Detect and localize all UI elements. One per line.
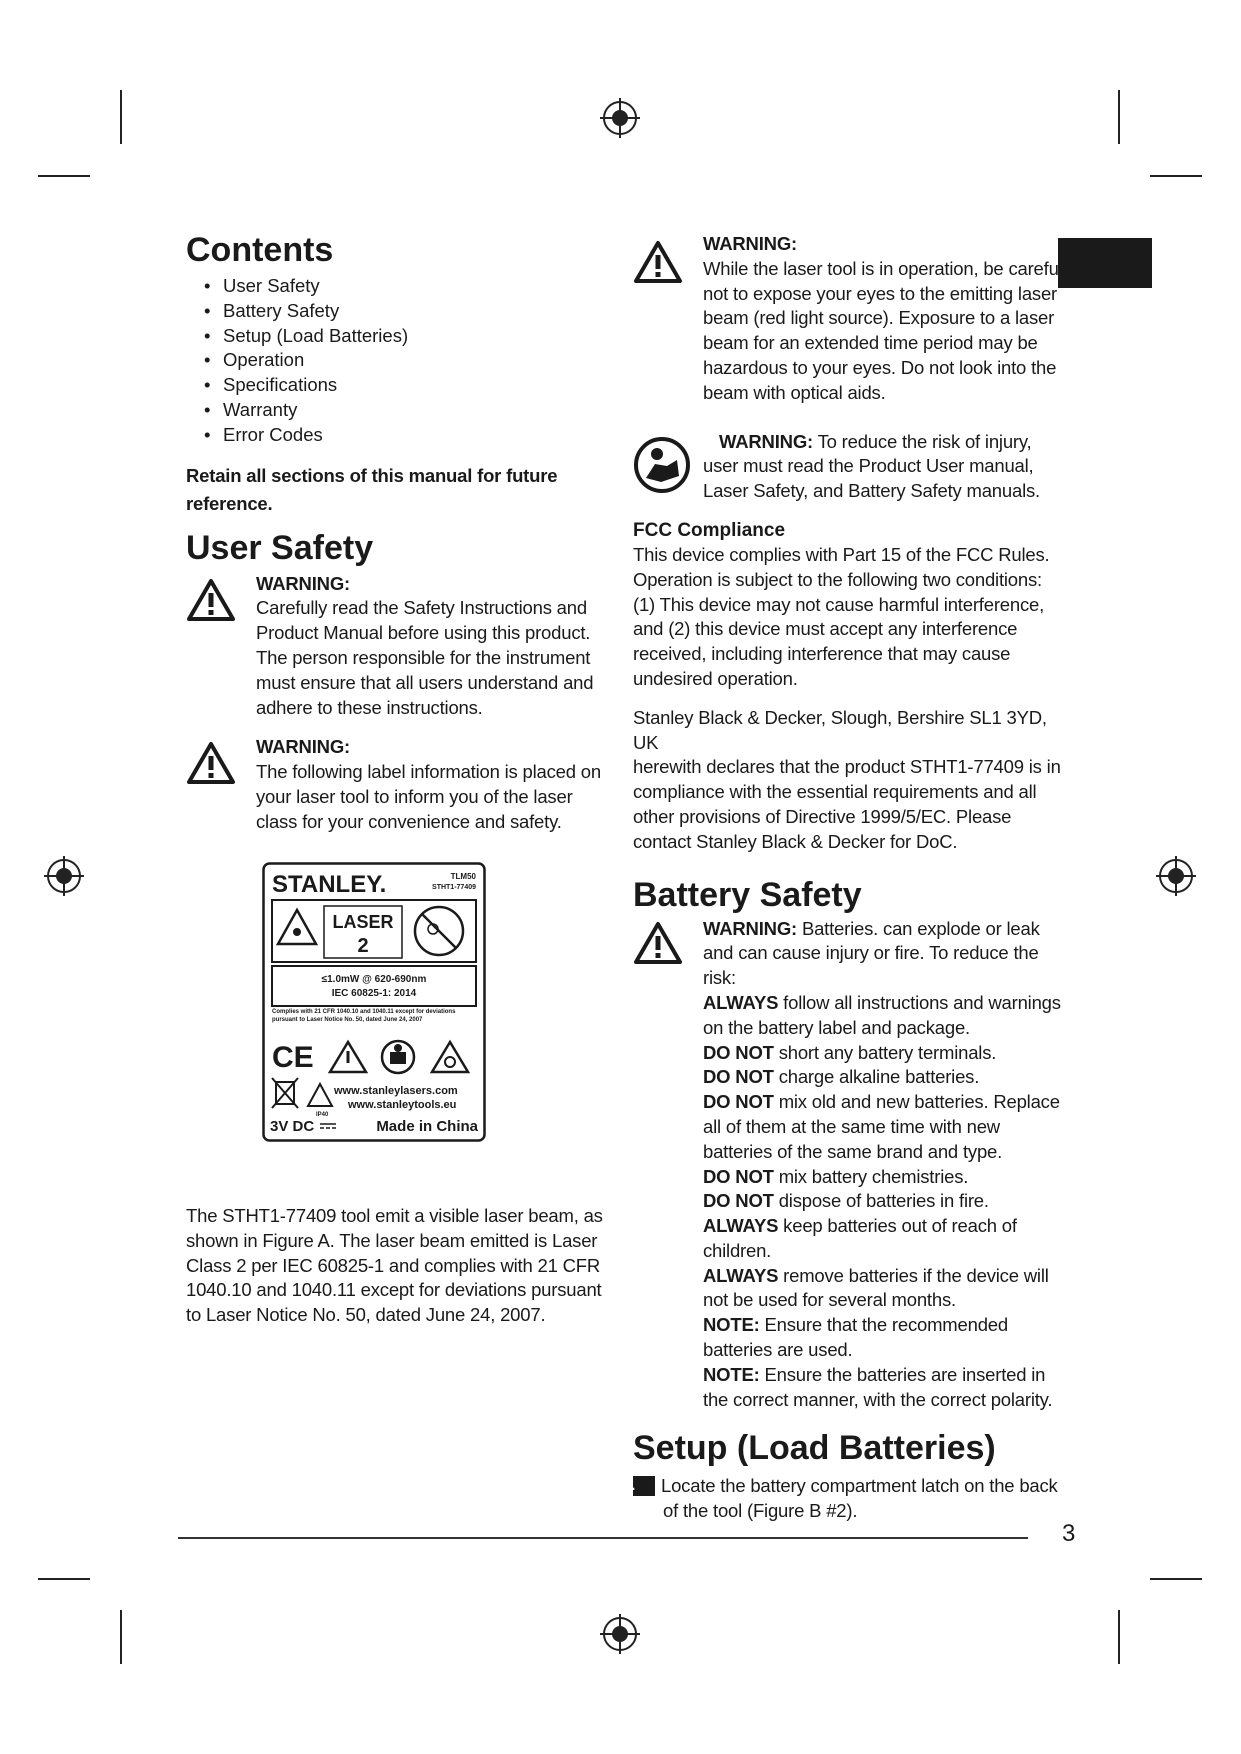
step-text: Locate the battery compartment latch on the back of the tool (Figure B #2).: [661, 1475, 1058, 1522]
retain-note: Retain all sections of this manual for future reference.: [186, 464, 558, 514]
warning-triangle-icon: [633, 921, 683, 965]
label-voltage: 3V DC: [270, 1118, 315, 1135]
rule-lead: DO NOT: [703, 1165, 774, 1187]
warning-text: While the laser tool is in operation, be careful not to expose your eyes to the emitting laser beam (red light source). Exposure to a laser beam for an extended time period may be hazardous to your eyes. Do not look into the beam with optical aids.: [703, 257, 1063, 403]
battery-rule: [703, 991, 1063, 1041]
warning-text: Carefully read the Safety Instructions and Product Manual before using this product. The person responsible for the instrument must ensure that all users understand and adhere to these instructions.: [256, 597, 594, 718]
label-compliance-text: Complies with 21 CFR 1040.10 and 1040.11 except for deviations pursuant to Laser Notice No. 50, dated June 24, 2007: [272, 1009, 456, 1023]
rule-text: short any battery terminals.: [773, 1041, 997, 1063]
section-tab-marker: [1058, 238, 1152, 288]
warning-triangle-icon: [186, 578, 236, 622]
contents-item: • Battery Safety: [204, 299, 616, 324]
rule-text: Ensure that the recommended batteries are used.: [703, 1314, 1008, 1361]
contents-item: • User Safety: [204, 274, 616, 299]
label-origin: Made in China: [376, 1118, 478, 1135]
rule-lead: NOTE:: [703, 1314, 760, 1336]
label-url-2: www.stanleytools.eu: [348, 1099, 457, 1111]
user-safety-warning-1: [186, 572, 616, 721]
contents-item: • Warranty: [204, 398, 616, 423]
warning-triangle-icon: [186, 741, 236, 785]
rule-lead: DO NOT: [703, 1041, 774, 1063]
battery-rule: [703, 1214, 1063, 1264]
rule-text: dispose of batteries in fire.: [773, 1190, 989, 1212]
battery-rule: [703, 1165, 1063, 1190]
registration-mark-icon: [42, 854, 86, 898]
rule-lead: DO NOT: [703, 1190, 774, 1212]
crop-mark: [38, 1578, 90, 1580]
battery-rule: [703, 1090, 1063, 1164]
rule-text: follow all instructions and warnings on the battery label and package.: [703, 991, 1061, 1038]
battery-rule: [703, 1065, 1063, 1090]
user-safety-warning-2: [186, 735, 616, 834]
label-url-1: www.stanleylasers.com: [334, 1085, 458, 1097]
rule-text: mix old and new batteries. Replace all of them at the same time with new batteries of the same brand and type.: [703, 1091, 1060, 1162]
crop-mark: [1150, 1578, 1202, 1580]
warning-label: WARNING:: [719, 430, 813, 452]
warning-body: Batteries. can explode or leak and can cause injury or fire. To reduce the risk:: [703, 917, 1040, 989]
rule-text: charge alkaline batteries.: [773, 1066, 980, 1088]
step-number-badge: 1.: [633, 1476, 655, 1496]
label-class: 2: [357, 935, 369, 957]
footer-rule: [178, 1537, 1028, 1539]
fcc-declaration: herewith declares that the product STHT1-77409 is in compliance with the essential requirements and all other provisions of Directive 1999/5/EC. Please contact Stanley Black & Decker for DoC.: [633, 756, 1061, 852]
label-model-number: STHT1-77409: [432, 884, 476, 891]
battery-safety-title: Battery Safety: [633, 875, 862, 914]
contents-item: • Error Codes: [204, 423, 616, 448]
battery-rule: [703, 1264, 1063, 1314]
setup-title: Setup (Load Batteries): [633, 1429, 996, 1468]
warning-label: WARNING:: [256, 572, 350, 594]
warning-text: The following label information is placed on your laser tool to inform you of the laser class for your convenience and safety.: [256, 761, 601, 832]
weee-bin-icon: [272, 1078, 298, 1108]
fcc-text: This device complies with Part 15 of the FCC Rules. Operation is subject to the following two conditions: (1) This device may not cause harmful interference, and (2) this device must accept any interference received, including interference that may cause undesired operation.: [633, 543, 1050, 689]
read-manual-icon: [633, 436, 691, 494]
rule-text: mix battery chemistries.: [773, 1165, 969, 1187]
rule-lead: DO NOT: [703, 1066, 774, 1088]
crop-mark: [1118, 90, 1120, 144]
rule-text: Ensure the batteries are inserted in the correct manner, with the correct polarity.: [703, 1363, 1053, 1410]
ce-mark: CE: [272, 1041, 314, 1074]
label-laser: LASER: [332, 912, 394, 932]
laser-class-paragraph: The STHT1-77409 tool emit a visible laser beam, as shown in Figure A. The laser beam emitted is Laser Class 2 per IEC 60825-1 and complies with 21 CFR 1040.10 and 1040.11 except for deviations pursuant to Laser Notice No. 50, dated June 24, 2007.: [186, 1205, 603, 1326]
warning-label: WARNING:: [703, 917, 797, 939]
label-spec-iec: IEC 60825-1: 2014: [331, 988, 417, 999]
warning-label: WARNING:: [256, 736, 350, 758]
rule-lead: ALWAYS: [703, 1264, 779, 1286]
registration-mark-icon: [598, 1612, 642, 1656]
battery-rule: [703, 1363, 1063, 1413]
rule-lead: ALWAYS: [703, 991, 779, 1013]
user-safety-title: User Safety: [186, 528, 374, 567]
contents-list: [186, 274, 616, 448]
fcc-title: FCC Compliance: [633, 519, 786, 541]
crop-mark: [1150, 175, 1202, 177]
rule-text: remove batteries if the device will not be used for several months.: [703, 1264, 1049, 1311]
laser-class-label: [262, 862, 486, 1142]
warning-body: To reduce the risk of injury, user must read the Product User manual, Laser Safety, and Battery Safety manuals.: [703, 430, 1040, 502]
rule-lead: DO NOT: [703, 1091, 774, 1113]
label-model: TLM50: [450, 872, 476, 881]
contents-item: • Specifications: [204, 373, 616, 398]
crop-mark: [38, 175, 90, 177]
registration-mark-icon: [1154, 854, 1198, 898]
crop-mark: [1118, 1610, 1120, 1664]
battery-rule: [703, 1189, 1063, 1214]
rule-lead: ALWAYS: [703, 1215, 779, 1237]
right-column: [622, 232, 1063, 1524]
label-ip-rating: IP40: [316, 1112, 329, 1118]
registration-mark-icon: [598, 96, 642, 140]
crop-mark: [120, 1610, 122, 1664]
contents-title: Contents: [186, 231, 334, 269]
fcc-address: Stanley Black & Decker, Slough, Bershire SL1 3YD, UK: [633, 706, 1047, 753]
crop-mark: [120, 90, 122, 144]
contents-item: • Setup (Load Batteries): [204, 324, 616, 349]
rule-lead: NOTE:: [703, 1363, 760, 1385]
battery-warning-text: [703, 917, 1063, 991]
laser-exposure-warning: [633, 232, 1063, 406]
left-column: [186, 230, 616, 835]
battery-rule: [703, 1313, 1063, 1363]
warning-text: [703, 430, 1063, 504]
battery-warning: [633, 917, 1063, 1413]
warning-triangle-icon: [633, 240, 683, 284]
page-number: 3: [1062, 1520, 1076, 1547]
read-manual-warning: [633, 430, 1063, 504]
setup-step: [622, 1474, 1063, 1524]
battery-rule: [703, 1041, 1063, 1066]
label-spec-power: ≤1.0mW @ 620-690nm: [321, 974, 427, 985]
warning-label: WARNING:: [703, 233, 797, 254]
contents-item: • Operation: [204, 348, 616, 373]
label-brand: STANLEY.: [272, 871, 387, 898]
rule-text: keep batteries out of reach of children.: [703, 1215, 1017, 1261]
